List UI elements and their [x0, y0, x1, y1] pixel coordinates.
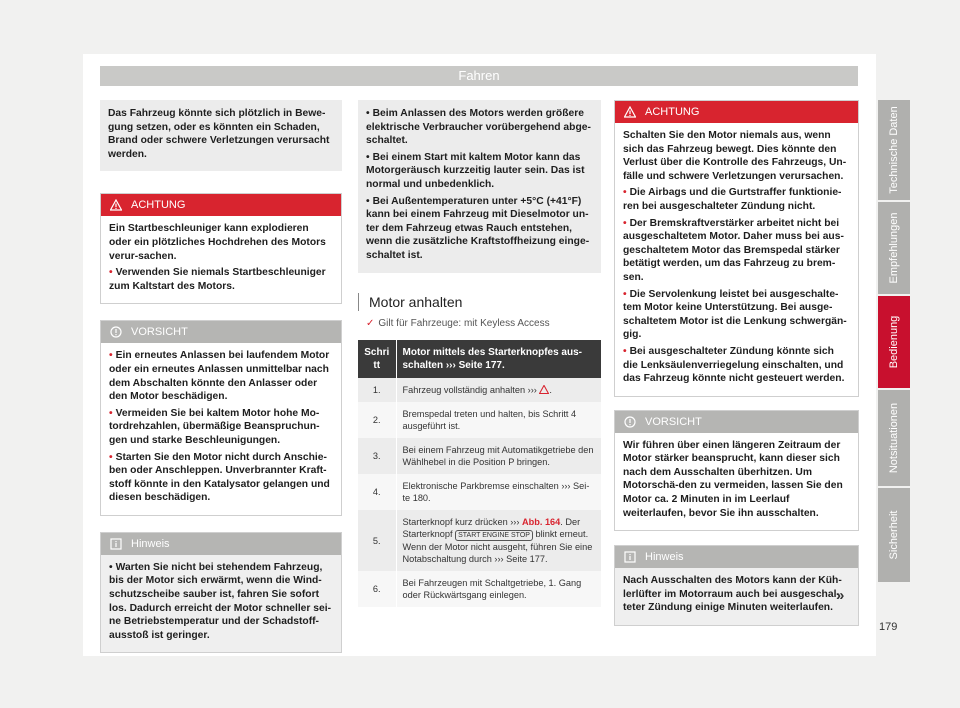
- column-left: [100, 100, 342, 653]
- vorsicht-title-2: VORSICHT: [645, 415, 702, 428]
- achtung-text: Ein Startbeschleuniger kann explodieren oder ein plötzliches Hochdrehen des Motors verur-sachen.: [109, 223, 326, 262]
- start-note-1: • Beim Anlassen des Motors werden größere elektrische Verbraucher vorübergehend abge-schaltet.: [366, 108, 591, 147]
- achtung-title: ACHTUNG: [131, 199, 186, 212]
- hinweis-title: Hinweis: [131, 537, 170, 550]
- achtung-bullet-3: • Die Servolenkung leistet bei ausgeschalte-tem Motor keine Unterstützung. Bei ausge-schaltetem Motor ist die Lenkung schwergän-gig.: [623, 288, 847, 341]
- table-header-action: Motor mittels des Starterknopfes aus-schalten ››› Seite 177.: [396, 340, 601, 378]
- table-row: 2. Bremspedal treten und halten, bis Schritt 4 ausgeführt ist.: [358, 402, 601, 438]
- hinweis-bullet: • Warten Sie nicht bei stehendem Fahrzeug, bis der Motor sich erwärmt, wenn die Wind-schutzscheibe sauber ist, fahren Sie sofort los. Dadurch erreicht der Motor schneller sei-ne Betriebstemperatur und der Schadstoff-ausstoß ist geringer.: [109, 561, 332, 641]
- achtung-bullet-4: • Bei ausgeschalteter Zündung könnte sich die Lenksäulenverriegelung einschalten, und das Fahrzeug könnte nicht gesteuert werden.: [623, 345, 845, 385]
- vorsicht-header-2: [615, 411, 858, 433]
- applies-to: ✓ Gilt für Fahrzeuge: mit Keyless Access: [366, 317, 550, 329]
- table-row: 4. Elektronische Parkbremse einschalten ››› Sei-te 180.: [358, 474, 601, 510]
- start-engine-stop-key: START ENGINE STOP: [455, 530, 533, 541]
- vorsicht-text-2: Wir führen über einen längeren Zeitraum der Motor stärker beansprucht, kann dieser sich nach dem Ausschalten überhitzen. Um Motorschä-den zu vermeiden, lassen Sie den Motor ca. 2 Minuten in im Leerlauf weiterlaufen, bevor Sie ihn ausschalten.: [623, 439, 843, 519]
- tab-notsituationen[interactable]: Notsituationen: [878, 390, 910, 486]
- hinweis-header-2: [615, 546, 858, 568]
- info-circle-icon: [624, 416, 636, 428]
- achtung-bullet-2: • Der Bremskraftverstärker arbeitet nicht bei ausgeschaltetem Motor. Daher muss bei aus-geschaltetem Motor das Bremspedal stärker betätigt werden, um das Fahrzeug zu brem-sen.: [623, 217, 844, 283]
- hinweis-header: [101, 533, 341, 555]
- intro-box: [100, 100, 342, 171]
- table-header-step: Schri tt: [358, 340, 396, 378]
- start-note-2: • Bei einem Start mit kaltem Motor kann das Motorgeräusch kurzzeitig lauter sein. Das ist normal und unbedenklich.: [366, 151, 585, 190]
- hinweis-text-2: Nach Ausschalten des Motors kann der Küh-lerlüfter im Motorraum auch bei ausgeschal-teter Zündung einige Minuten weiterlaufen.: [623, 575, 842, 614]
- achtung-title-2: ACHTUNG: [645, 106, 700, 118]
- vorsicht-box-2: [614, 410, 859, 532]
- column-right: [614, 100, 859, 626]
- steps-table: [358, 340, 601, 607]
- figure-link[interactable]: Abb. 164: [521, 517, 561, 528]
- achtung-bullet: • Verwenden Sie niemals Startbeschleuniger zum Kaltstart des Motors.: [109, 267, 326, 292]
- warning-icon: [624, 106, 636, 118]
- page-number: 179: [879, 621, 898, 633]
- section-title: Motor anhalten: [358, 293, 601, 311]
- table-row: 5. Starterknopf kurz drücken ››› Abb. 164. Der Starterknopf START ENGINE STOP blinkt erneut. Wenn der Motor nicht ausgeht, führen Sie eine Notabschaltung durch ››› Seite 177.: [358, 510, 601, 571]
- note-icon: [110, 538, 122, 550]
- achtung-box-2: [614, 100, 859, 397]
- table-row: 3. Bei einem Fahrzeug mit Automatikgetriebe den Wählhebel in die Position P bringen.: [358, 438, 601, 474]
- continue-marker: »: [836, 587, 845, 604]
- achtung-header: [101, 194, 341, 216]
- hinweis-box-2: [614, 545, 859, 626]
- table-row: 6. Bei Fahrzeugen mit Schaltgetriebe, 1. Gang oder Rückwärtsgang einlegen.: [358, 571, 601, 607]
- column-middle: [358, 100, 601, 607]
- vorsicht-box: [100, 320, 342, 516]
- vorsicht-title: VORSICHT: [131, 326, 188, 339]
- tab-bedienung[interactable]: Bedienung: [878, 296, 910, 388]
- vorsicht-header: [101, 321, 341, 343]
- tab-technische-daten[interactable]: Technische Daten: [878, 100, 910, 200]
- vorsicht-bullet-3: • Starten Sie den Motor nicht durch Anschie-ben oder Anschleppen. Unverbrannter Kraft-stoff könnte in den Katalysator gelangen und diesen beschädigen.: [109, 451, 330, 504]
- vorsicht-bullet-1: • Ein erneutes Anlassen bei laufendem Motor oder ein erneutes Anlassen unmittelbar nach dem Abschalten könnte den Anlasser oder den Motor beschädigen.: [109, 350, 330, 403]
- achtung-box: [100, 193, 342, 304]
- hinweis-title-2: Hinweis: [645, 551, 684, 564]
- hinweis-box: [100, 532, 342, 654]
- start-note-3: • Bei Außentemperaturen unter +5°C (+41°F) kann bei einem Fahrzeug mit Dieselmotor un-ter dem Fahrzeug etwas Rauch entstehen, wenn die zusätzliche Kraftstoffheizung einge-schaltet ist.: [366, 195, 590, 261]
- table-header-row: [358, 340, 601, 378]
- vorsicht-bullet-2: • Vermeiden Sie bei kaltem Motor hohe Mo-tordrehzahlen, übermäßige Beanspruchun-gen und starke Beschleunigungen.: [109, 407, 320, 446]
- warning-icon: [539, 385, 549, 394]
- note-icon: [624, 551, 636, 563]
- info-circle-icon: [110, 326, 122, 338]
- achtung-header-2: [615, 101, 858, 123]
- achtung-text-2: Schalten Sie den Motor niemals aus, wenn sich das Fahrzeug bewegt. Dies könnte den Verlust über die Kontrolle des Fahrzeugs, Un-fälle und schwere Verletzungen verursachen.: [623, 130, 847, 182]
- tab-sicherheit[interactable]: Sicherheit: [878, 488, 910, 582]
- achtung-bullet-1: • Die Airbags und die Gurtstraffer funktionie-ren bei ausgeschalteter Zündung nicht.: [623, 187, 842, 212]
- table-row: 1. Fahrzeug vollständig anhalten ››› .: [358, 378, 601, 402]
- intro-text: Das Fahrzeug könnte sich plötzlich in Bewe-gung setzen, oder es könnten ein Schaden, Brand oder schwere Verletzungen verursacht werden.: [108, 108, 330, 160]
- checkmark-icon: ✓: [366, 317, 375, 329]
- start-notes-box: [358, 100, 601, 273]
- warning-icon: [110, 199, 122, 211]
- page-header: Fahren: [100, 66, 858, 86]
- tab-empfehlungen[interactable]: Empfehlungen: [878, 202, 910, 294]
